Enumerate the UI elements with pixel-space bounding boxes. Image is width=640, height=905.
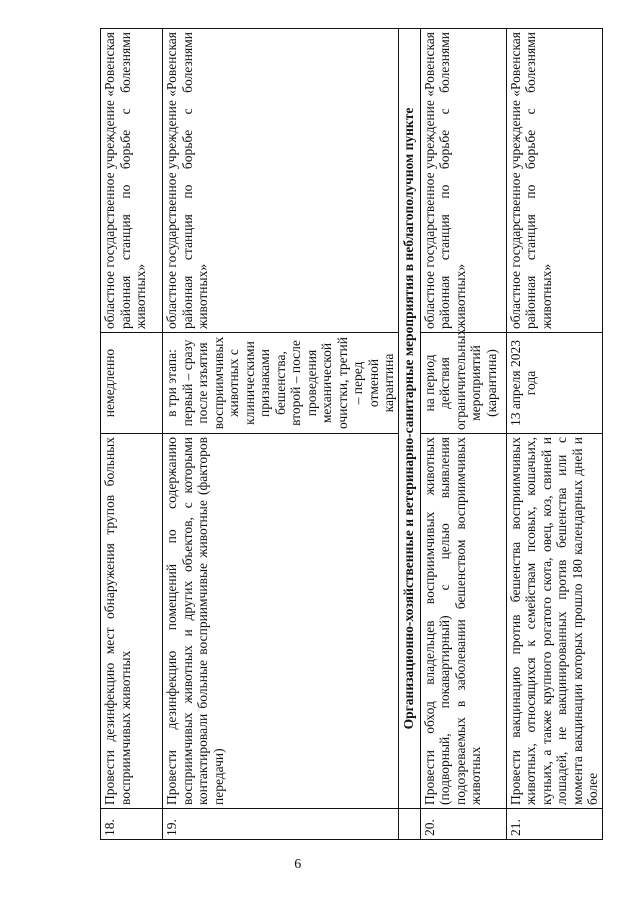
term-cell: на период действия ограничительных мероприятий (карантина) — [420, 333, 506, 434]
section-title: Организационно-хозяйственные и ветеринарно-санитарные мероприятия в неблагополучном пункте — [398, 29, 420, 809]
action-cell: Провести вакцинацию против бешенства восприимчивых животных, относящихся к семействам псовых, кошачьих, куньих, а также крупного рогатого скота, овец, коз, свиней и лошадей, не вакцинированных против бешенства или с момента вакцинации которых прошло 180 календарных дней и более — [506, 434, 602, 809]
rotated-page — [100, 32, 600, 872]
responsible-cell: областное государственное учреждение «Ровенская районная станция по борьбе с болезнями животных» — [506, 29, 602, 333]
action-cell: Провести дезинфекцию помещений по содержанию восприимчивых животных и других объектов, с которыми контактировали больные восприимчивые животные (факторов передачи) — [163, 434, 399, 809]
table-row — [420, 29, 506, 840]
empty-cell — [398, 809, 420, 840]
responsible-cell: областное государственное учреждение «Ровенская районная станция по борьбе с болезнями животных» — [420, 29, 506, 333]
row-number: 20. — [420, 809, 506, 840]
action-cell: Провести дезинфекцию мест обнаружения трупов больных восприимчивых животных — [101, 434, 163, 809]
row-number: 19. — [163, 809, 399, 840]
responsible-cell: областное государственное учреждение «Ровенская районная станция по борьбе с болезнями животных» — [163, 29, 399, 333]
action-cell: Провести обход владельцев восприимчивых животных (подворный, покавартирный) с целью выявления подозреваемых в заболевании бешенством восприимчивых животных — [420, 434, 506, 809]
section-row — [398, 29, 420, 840]
table-row — [163, 29, 399, 840]
responsible-cell: областное государственное учреждение «Ровенская районная станция по борьбе с болезнями животных» — [101, 29, 163, 333]
term-cell: немедленно — [101, 333, 163, 434]
page-number: 6 — [294, 856, 302, 872]
row-number: 18. — [101, 809, 163, 840]
term-cell: в три этапа: первый – сразу после изъятия восприимчивых животных с клиническими признаками бешенства, второй – после проведения механической очистки, третий – перед отменой карантина — [163, 333, 399, 434]
row-number: 21. — [506, 809, 602, 840]
term-cell: 13 апреля 2023 года — [506, 333, 602, 434]
table-row — [101, 29, 163, 840]
table-row — [506, 29, 602, 840]
measures-table — [100, 28, 603, 840]
